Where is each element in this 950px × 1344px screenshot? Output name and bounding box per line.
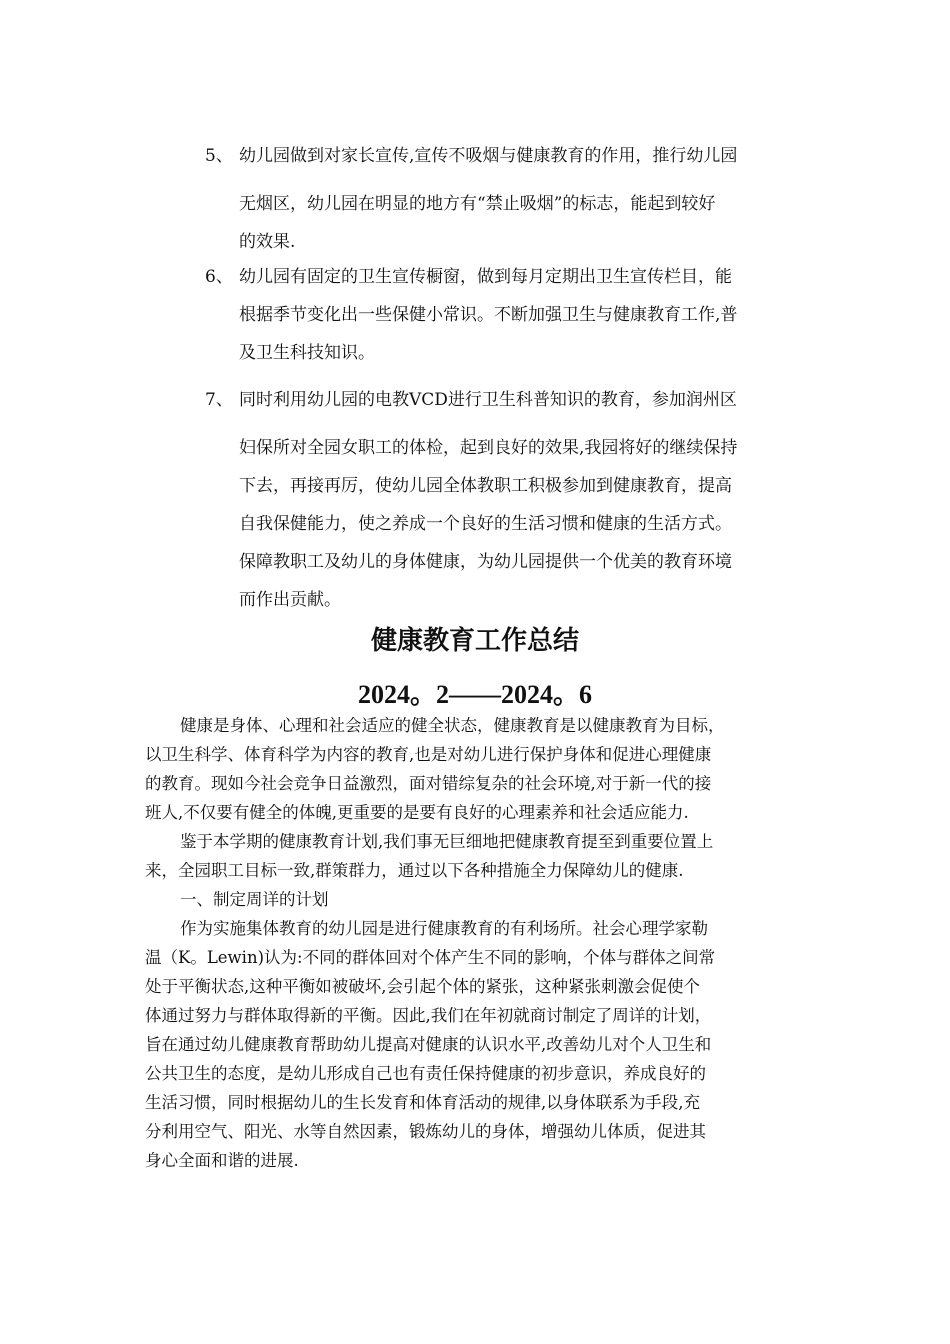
list-line: 幼儿园做到对家长宣传,宣传不吸烟与健康教育的作用，推行幼儿园 xyxy=(239,146,738,166)
list-line: 同时利用幼儿园的电教VCD进行卫生科普知识的教育，参加润州区 xyxy=(239,390,737,410)
list-line: 而作出贡献。 xyxy=(239,590,341,610)
list-line: 无烟区，幼儿园在明显的地方有“禁止吸烟”的标志，能起到较好 xyxy=(239,194,716,214)
paragraph-line: 温（K。Lewin)认为:不同的群体回对个体产生不同的影响，个体与群体之间常 xyxy=(145,948,716,967)
list-line: 下去，再接再厉，使幼儿园全体教职工积极参加到健康教育，提高 xyxy=(239,476,732,496)
paragraph-line: 健康是身体、心理和社会适应的健全状态，健康教育是以健康教育为目标， xyxy=(180,716,725,735)
document-title: 健康教育工作总结 xyxy=(370,626,579,656)
list-line: 根据季节变化出一些保健小常识。不断加强卫生与健康教育工作,普 xyxy=(239,305,738,325)
list-number: 5、 xyxy=(205,146,233,166)
list-number: 7、 xyxy=(205,390,233,410)
paragraph-line: 作为实施集体教育的幼儿园是进行健康教育的有利场所。社会心理学家勒 xyxy=(180,919,708,938)
list-line: 幼儿园有固定的卫生宣传橱窗，做到每月定期出卫生宣传栏目，能 xyxy=(239,267,732,287)
paragraph-line: 旨在通过幼儿健康教育帮助幼儿提高对健康的认识水平,改善幼儿对个人卫生和 xyxy=(145,1035,712,1054)
paragraph-line: 的教育。现如今社会竞争日益激烈，面对错综复杂的社会环境,对于新一代的接 xyxy=(145,774,712,793)
list-line: 妇保所对全园女职工的体检，起到良好的效果,我园将好的继续保持 xyxy=(239,438,738,458)
list-item-6 xyxy=(205,262,825,362)
paragraph-line: 生活习惯，同时根据幼儿的生长发育和体育活动的规律,以身体联系为手段,充 xyxy=(145,1093,700,1112)
list-line: 保障教职工及幼儿的身体健康，为幼儿园提供一个优美的教育环境 xyxy=(239,552,732,572)
list-line: 的效果. xyxy=(239,232,296,252)
paragraph-line: 以卫生科学、体育科学为内容的教育,也是对幼儿进行保护身体和促进心理健康 xyxy=(145,745,712,764)
paragraph-line: 公共卫生的态度，是幼儿形成自己也有责任保持健康的初步意识，养成良好的 xyxy=(145,1064,706,1083)
date-range: 2024。2——2024。6 xyxy=(357,680,592,709)
list-line: 自我保健能力，使之养成一个良好的生活习惯和健康的生活方式。 xyxy=(239,514,732,534)
paragraph-line: 分利用空气、阳光、水等自然因素，锻炼幼儿的身体，增强幼儿体质，促进其 xyxy=(145,1122,706,1141)
paragraph-line: 来，全园职工目标一致,群策群力，通过以下各种措施全力保障幼儿的健康. xyxy=(145,861,684,880)
list-line: 及卫生科技知识。 xyxy=(239,343,375,363)
paragraph-line: 班人,不仅要有健全的体魄,更重要的是要有良好的心理素养和社会适应能力. xyxy=(145,803,689,822)
paragraph-line: 体通过努力与群体取得新的平衡。因此,我们在年初就商讨制定了周详的计划， xyxy=(145,1006,712,1025)
list-item-5 xyxy=(205,141,825,251)
list-number: 6、 xyxy=(205,267,233,287)
paragraph-line: 处于平衡状态,这种平衡如被破坏,会引起个体的紧张，这种紧张刺激会促使个 xyxy=(145,977,700,996)
paragraph-line: 身心全面和谐的进展. xyxy=(145,1151,299,1170)
paragraph-line: 鉴于本学期的健康教育计划,我们事无巨细地把健康教育提至到重要位置上 xyxy=(180,832,714,851)
list-item-7 xyxy=(205,385,825,610)
section-heading-text: 一、制定周详的计划 xyxy=(180,890,329,909)
